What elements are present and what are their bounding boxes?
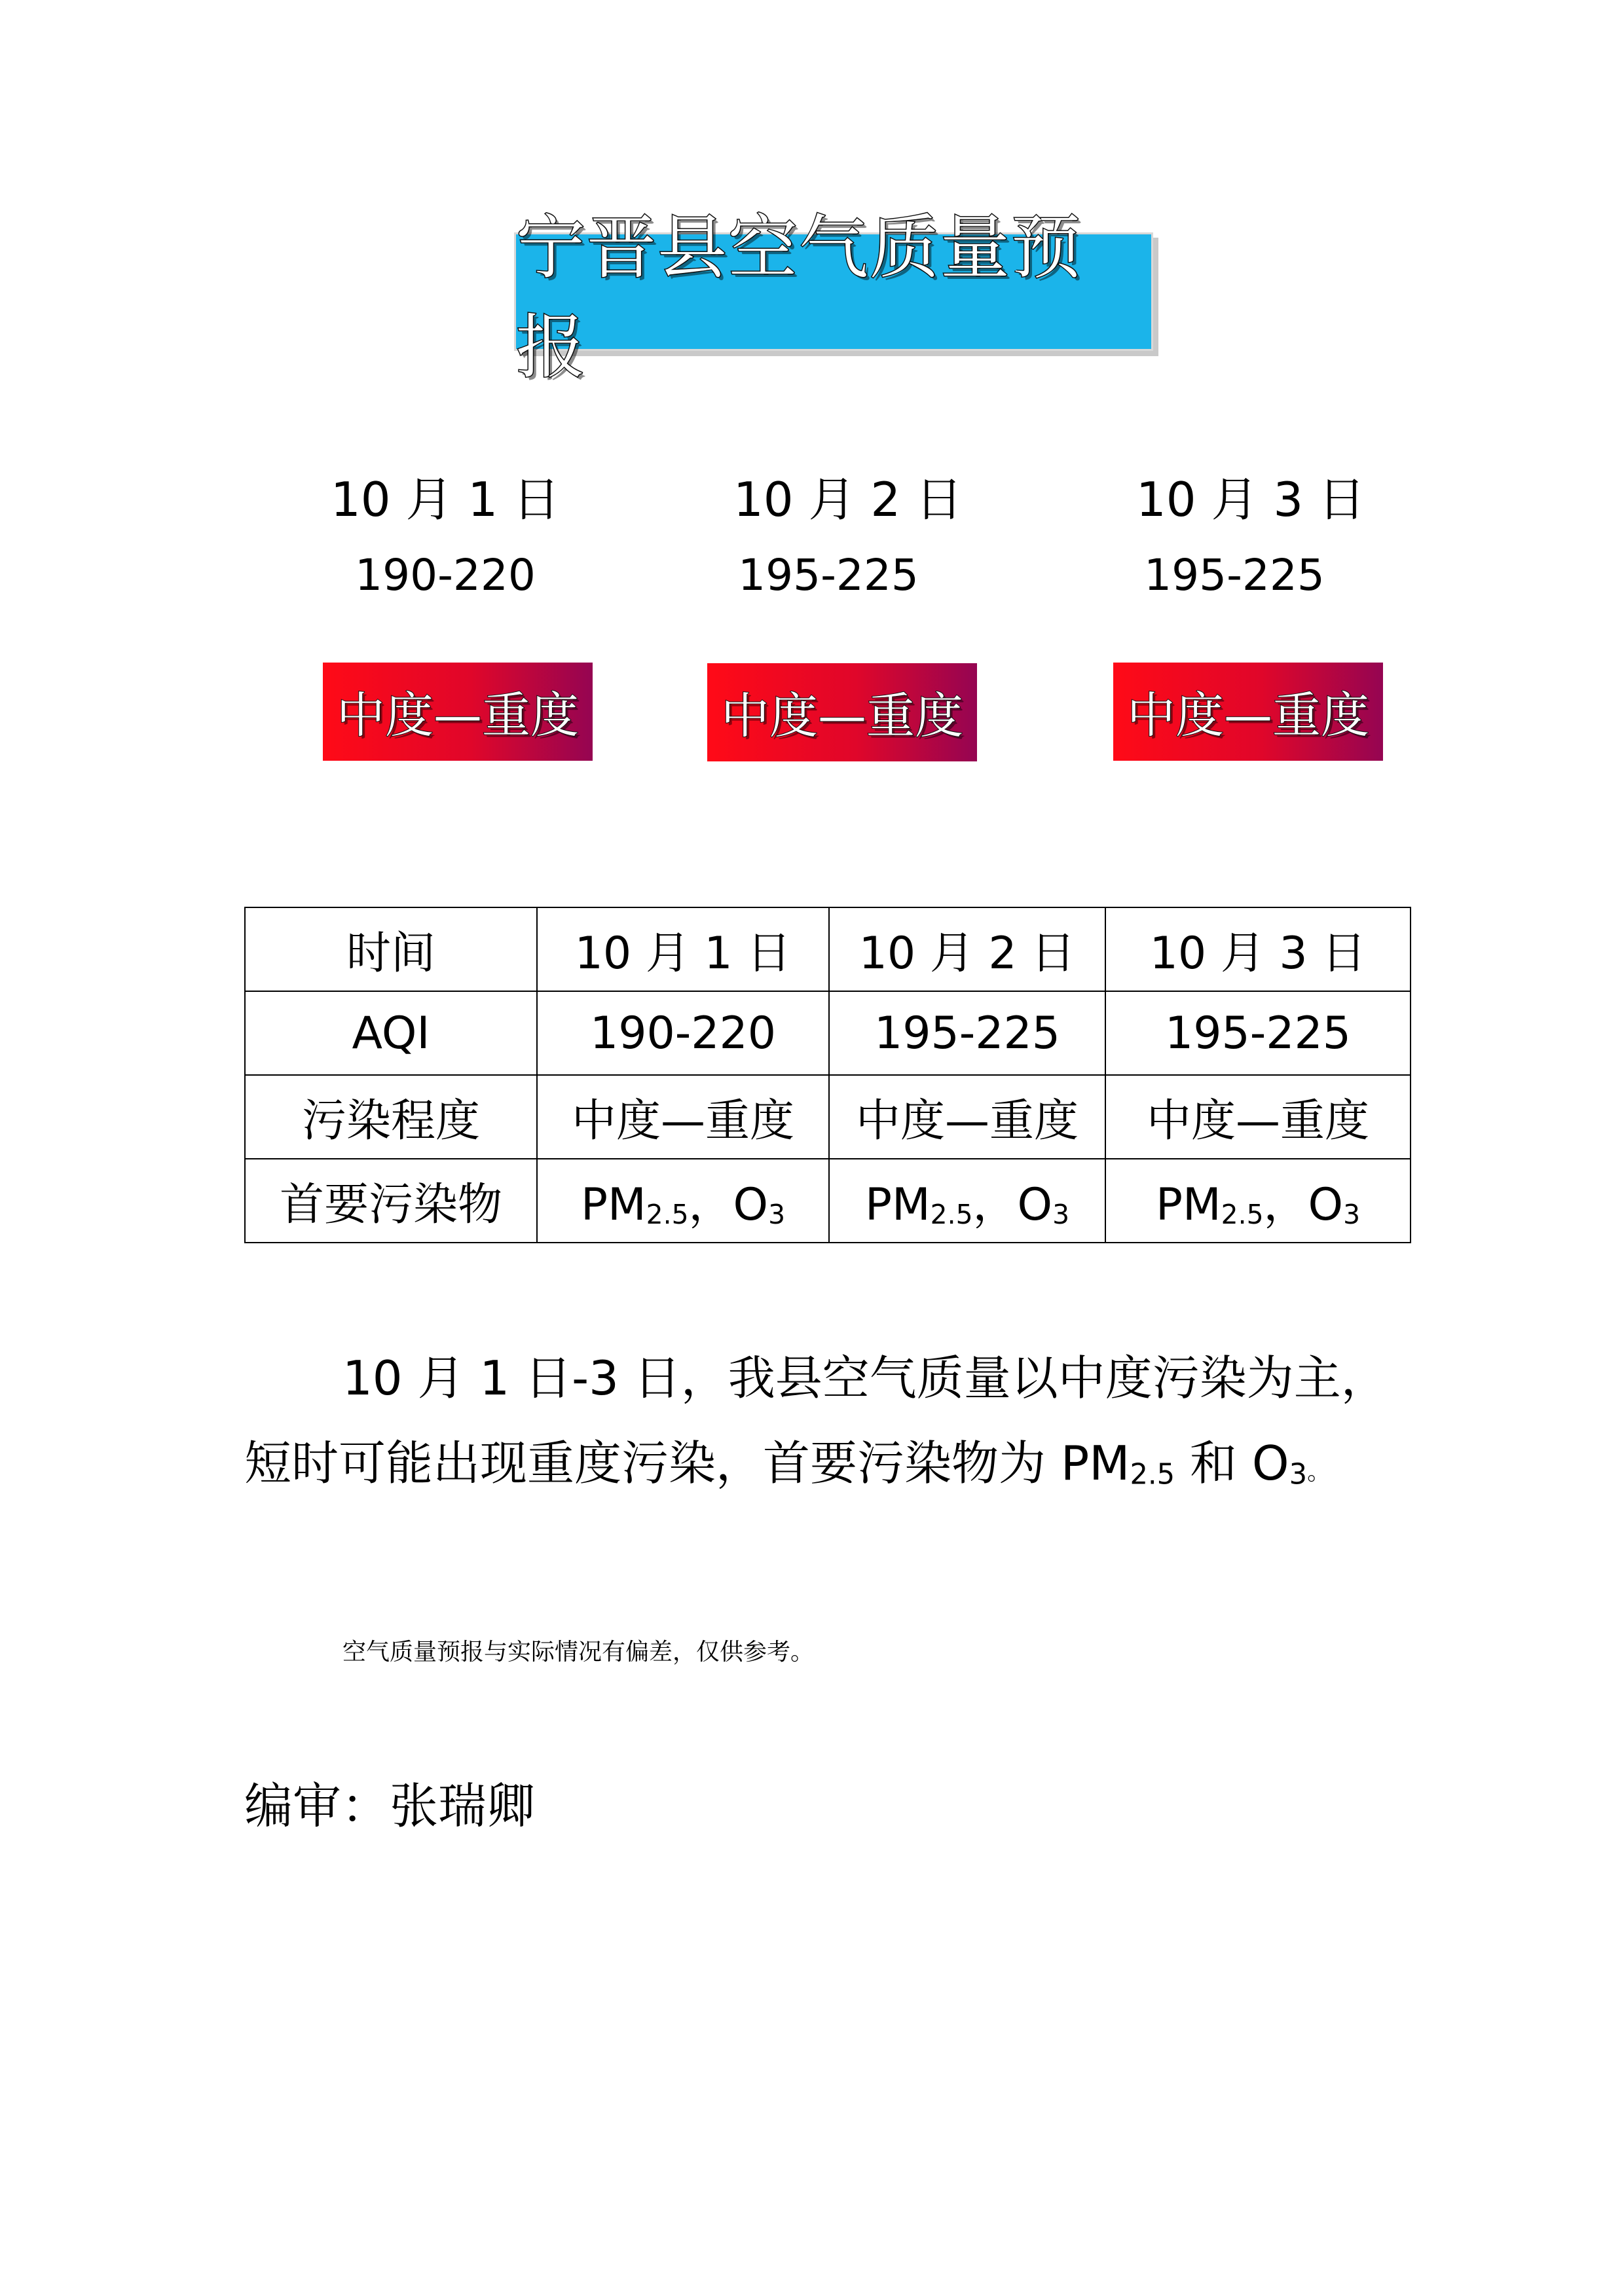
cell-aqi-1: 190-220 [537,991,829,1075]
page-title: 宁晋县空气质量预报 [516,207,1082,388]
day3-date: 10 月 3 日 [1135,472,1366,527]
cell-date-2: 10 月 2 日 [829,907,1105,991]
day3-level-badge [1113,663,1383,761]
forecast-summary [244,1336,1397,1515]
disclaimer-note: 空气质量预报与实际情况有偏差，仅供参考。 [342,1639,815,1666]
row-label-pollutant: 首要污染物 [245,1159,537,1243]
row-label-time: 时间 [245,907,537,991]
day1-level: 中度—重度 [337,687,579,744]
day3-level: 中度—重度 [1127,687,1369,744]
day2-aqi: 195-225 [738,550,919,600]
forecast-table [244,907,1411,1243]
day2-level: 中度—重度 [721,688,963,744]
row-label-aqi: AQI [245,991,537,1075]
cell-date-1: 10 月 1 日 [537,907,829,991]
cell-aqi-2: 195-225 [829,991,1105,1075]
cell-aqi-3: 195-225 [1105,991,1411,1075]
table-row [245,1075,1411,1159]
day1-date: 10 月 1 日 [330,472,561,527]
day3-aqi: 195-225 [1144,550,1325,600]
day2-date: 10 月 2 日 [733,472,963,527]
day1-aqi: 190-220 [355,550,536,600]
cell-level-1: 中度—重度 [537,1075,829,1159]
cell-pollutant-2: $PM_{2.5}$，$O_3$ [829,1159,1105,1243]
day1-level-badge [323,663,593,761]
editor-credit: 编审：张瑞卿 [244,1778,535,1834]
cell-pollutant-3: $PM_{2.5}$，$O_3$ [1105,1159,1411,1243]
table-row [245,991,1411,1075]
summary-line-1: 10 月 1 日-3 日，我县空气质量以中度污染为主， [342,1351,1388,1406]
cell-level-3: 中度—重度 [1105,1075,1411,1159]
summary-line-2: 短时可能出现重度污染，首要污染物为 $PM_{2.5}$ 和 $O_3$。 [244,1436,1331,1491]
day2-level-badge [707,663,977,761]
cell-pollutant-1: $PM_{2.5}$，$O_3$ [537,1159,829,1243]
cell-level-2: 中度—重度 [829,1075,1105,1159]
row-label-level: 污染程度 [245,1075,537,1159]
table-row [245,907,1411,991]
cell-date-3: 10 月 3 日 [1105,907,1411,991]
table-row [245,1159,1411,1243]
title-banner [514,207,1153,388]
